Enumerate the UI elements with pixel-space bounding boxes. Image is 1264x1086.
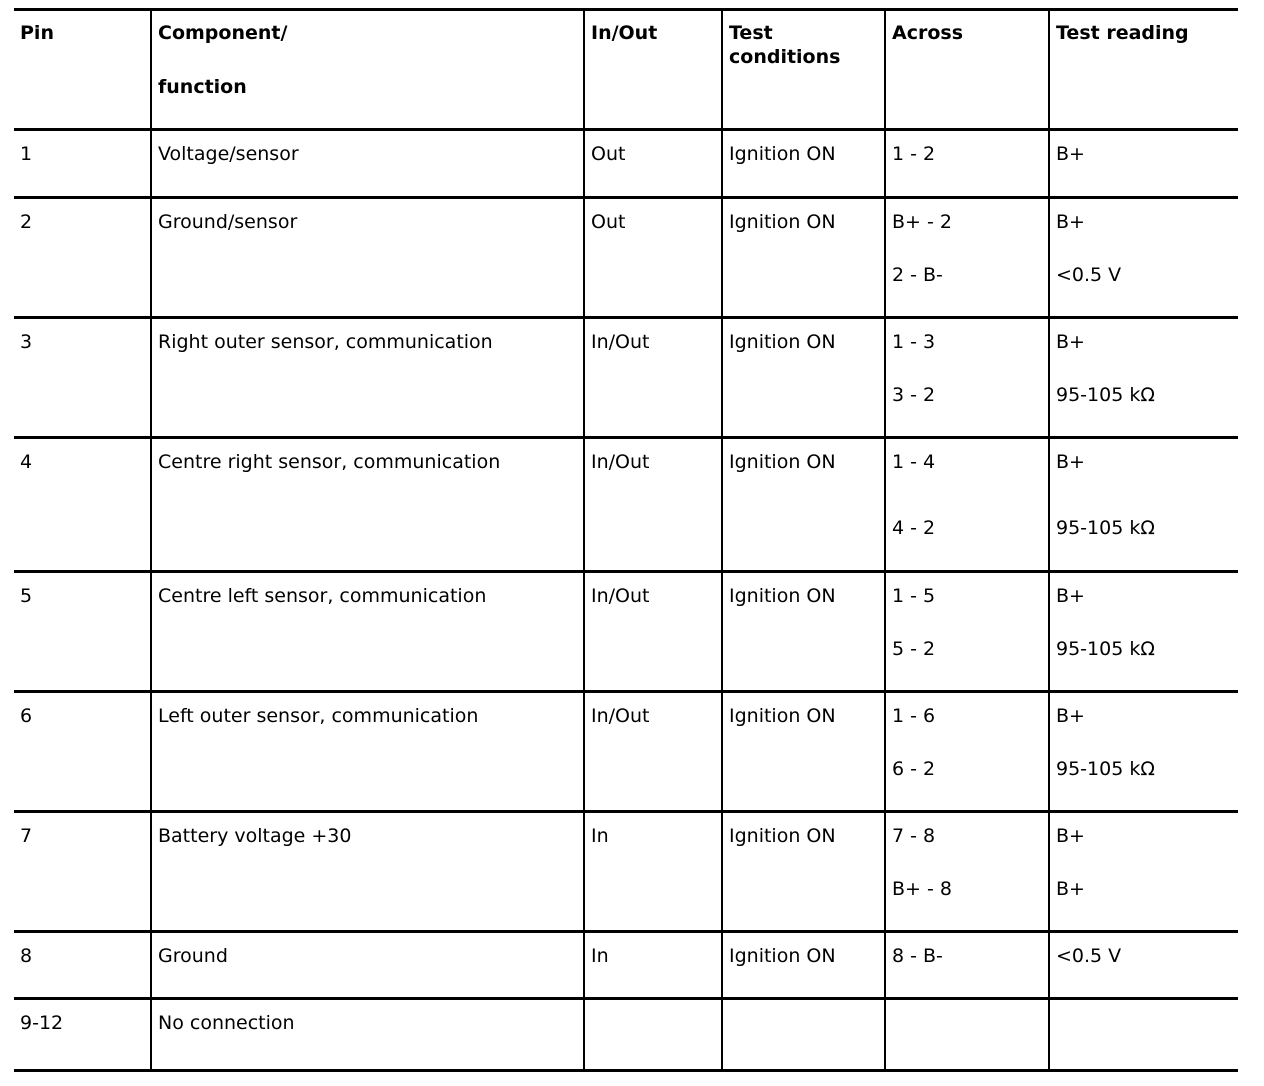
- component-cell: [151, 999, 584, 1071]
- header-test-conditions: Test conditions: [722, 10, 885, 130]
- component-cell: [151, 130, 584, 198]
- inout-cell: [584, 198, 722, 318]
- test-conditions-cell: [722, 198, 885, 318]
- component-cell: [151, 318, 584, 438]
- across-cell: [885, 572, 1049, 692]
- across-cell: [885, 999, 1049, 1071]
- table-row: [14, 318, 1238, 438]
- test-conditions-cell-text: Ignition ON: [729, 705, 836, 727]
- test-conditions-cell-text: Ignition ON: [729, 451, 836, 473]
- inout-cell-text: In: [591, 825, 609, 847]
- across-cell-line: 7 - 8: [892, 825, 936, 847]
- pin-cell-text: 4: [20, 451, 33, 473]
- across-cell: [885, 692, 1049, 812]
- pin-cell-text: 7: [20, 825, 33, 847]
- component-cell-text: Right outer sensor, communication: [158, 331, 493, 353]
- table-row: [14, 438, 1238, 572]
- inout-cell: [584, 438, 722, 572]
- test-conditions-cell-text: Ignition ON: [729, 143, 836, 165]
- across-cell-line: 4 - 2: [892, 517, 936, 539]
- test-conditions-cell-text: Ignition ON: [729, 331, 836, 353]
- component-cell: [151, 438, 584, 572]
- pin-cell-text: 5: [20, 585, 33, 607]
- across-cell-line: 3 - 2: [892, 384, 936, 406]
- test-conditions-cell-text: Ignition ON: [729, 825, 836, 847]
- test-conditions-cell: [722, 318, 885, 438]
- header-row: [14, 10, 1238, 130]
- test-reading-cell-line: B+: [1056, 331, 1085, 353]
- component-cell: [151, 932, 584, 999]
- component-cell-text: Ground: [158, 945, 228, 967]
- test-conditions-cell: [722, 812, 885, 932]
- header-across: Across: [885, 10, 1049, 130]
- test-conditions-cell: [722, 999, 885, 1071]
- component-cell: [151, 812, 584, 932]
- component-cell: [151, 692, 584, 812]
- test-reading-cell-line: 95-105 kΩ: [1056, 384, 1155, 406]
- pin-cell-text: 9-12: [20, 1012, 64, 1034]
- across-cell-line: B+ - 2: [892, 211, 952, 233]
- pin-cell: [14, 318, 151, 438]
- across-cell: [885, 318, 1049, 438]
- test-reading-cell-line: 95-105 kΩ: [1056, 517, 1155, 539]
- pin-cell: [14, 198, 151, 318]
- inout-cell: [584, 130, 722, 198]
- pin-cell: [14, 692, 151, 812]
- table-row: [14, 572, 1238, 692]
- test-reading-cell-line: 95-105 kΩ: [1056, 638, 1155, 660]
- inout-cell-text: Out: [591, 211, 626, 233]
- inout-cell-text: In/Out: [591, 331, 650, 353]
- across-cell-line: 8 - B-: [892, 945, 943, 967]
- component-cell-text: Ground/sensor: [158, 211, 298, 233]
- across-cell-line: 2 - B-: [892, 264, 943, 286]
- component-cell-text: Voltage/sensor: [158, 143, 299, 165]
- across-cell-line: 6 - 2: [892, 758, 936, 780]
- header-test-reading: Test reading: [1049, 10, 1238, 130]
- test-conditions-cell-text: Ignition ON: [729, 945, 836, 967]
- test-reading-cell: [1049, 438, 1238, 572]
- inout-cell-text: In/Out: [591, 451, 650, 473]
- inout-cell: [584, 572, 722, 692]
- test-conditions-cell-text: Ignition ON: [729, 211, 836, 233]
- inout-cell-text: In/Out: [591, 705, 650, 727]
- test-reading-cell-line: B+: [1056, 585, 1085, 607]
- test-reading-cell: [1049, 572, 1238, 692]
- pin-cell: [14, 130, 151, 198]
- inout-cell: [584, 999, 722, 1071]
- across-cell: [885, 198, 1049, 318]
- pin-cell: [14, 999, 151, 1071]
- table-body: [14, 130, 1238, 1071]
- component-cell-text: Centre left sensor, communication: [158, 585, 487, 607]
- test-conditions-cell: [722, 572, 885, 692]
- test-conditions-cell: [722, 130, 885, 198]
- across-cell: [885, 812, 1049, 932]
- pin-test-table: [14, 8, 1238, 1072]
- test-conditions-cell: [722, 438, 885, 572]
- test-reading-cell-line: B+: [1056, 451, 1085, 473]
- table-row: [14, 198, 1238, 318]
- component-cell: [151, 572, 584, 692]
- test-reading-cell: [1049, 130, 1238, 198]
- test-conditions-cell-text: Ignition ON: [729, 585, 836, 607]
- across-cell-line: 1 - 5: [892, 585, 936, 607]
- inout-cell: [584, 318, 722, 438]
- test-reading-cell-line: B+: [1056, 825, 1085, 847]
- across-cell-line: 1 - 3: [892, 331, 936, 353]
- test-conditions-cell: [722, 692, 885, 812]
- table-row: [14, 999, 1238, 1071]
- test-reading-cell-line: B+: [1056, 211, 1085, 233]
- component-cell-text: Left outer sensor, communication: [158, 705, 479, 727]
- across-cell-line: B+ - 8: [892, 878, 952, 900]
- table-row: [14, 130, 1238, 198]
- across-cell: [885, 438, 1049, 572]
- inout-cell: [584, 932, 722, 999]
- test-reading-cell: [1049, 318, 1238, 438]
- component-cell: [151, 198, 584, 318]
- test-reading-cell: [1049, 999, 1238, 1071]
- header-pin: Pin: [14, 10, 151, 130]
- table-row: [14, 812, 1238, 932]
- across-cell-line: 5 - 2: [892, 638, 936, 660]
- component-cell-text: Battery voltage +30: [158, 825, 352, 847]
- inout-cell-text: Out: [591, 143, 626, 165]
- test-reading-cell-line: B+: [1056, 878, 1085, 900]
- test-reading-cell-line: B+: [1056, 143, 1085, 165]
- header-component: Component/ function: [151, 10, 584, 130]
- table-row: [14, 692, 1238, 812]
- test-reading-cell: [1049, 812, 1238, 932]
- inout-cell: [584, 812, 722, 932]
- test-reading-cell: [1049, 198, 1238, 318]
- pin-cell-text: 2: [20, 211, 33, 233]
- across-cell-line: 1 - 2: [892, 143, 936, 165]
- pin-cell-text: 1: [20, 143, 33, 165]
- test-reading-cell: [1049, 692, 1238, 812]
- test-reading-cell-line: <0.5 V: [1056, 264, 1122, 286]
- inout-cell: [584, 692, 722, 812]
- pin-cell: [14, 438, 151, 572]
- pin-cell: [14, 572, 151, 692]
- inout-cell-text: In/Out: [591, 585, 650, 607]
- test-reading-cell-line: B+: [1056, 705, 1085, 727]
- test-conditions-cell: [722, 932, 885, 999]
- pin-cell-text: 6: [20, 705, 33, 727]
- test-reading-cell-line: 95-105 kΩ: [1056, 758, 1155, 780]
- pin-cell-text: 8: [20, 945, 33, 967]
- across-cell-line: 1 - 4: [892, 451, 936, 473]
- pin-cell-text: 3: [20, 331, 33, 353]
- across-cell-line: 1 - 6: [892, 705, 936, 727]
- test-reading-cell-line: <0.5 V: [1056, 945, 1122, 967]
- component-cell-text: No connection: [158, 1012, 295, 1034]
- test-reading-cell: [1049, 932, 1238, 999]
- header-inout: In/Out: [584, 10, 722, 130]
- pin-cell: [14, 932, 151, 999]
- across-cell: [885, 932, 1049, 999]
- table-row: [14, 932, 1238, 999]
- component-cell-text: Centre right sensor, communication: [158, 451, 501, 473]
- pin-cell: [14, 812, 151, 932]
- inout-cell-text: In: [591, 945, 609, 967]
- across-cell: [885, 130, 1049, 198]
